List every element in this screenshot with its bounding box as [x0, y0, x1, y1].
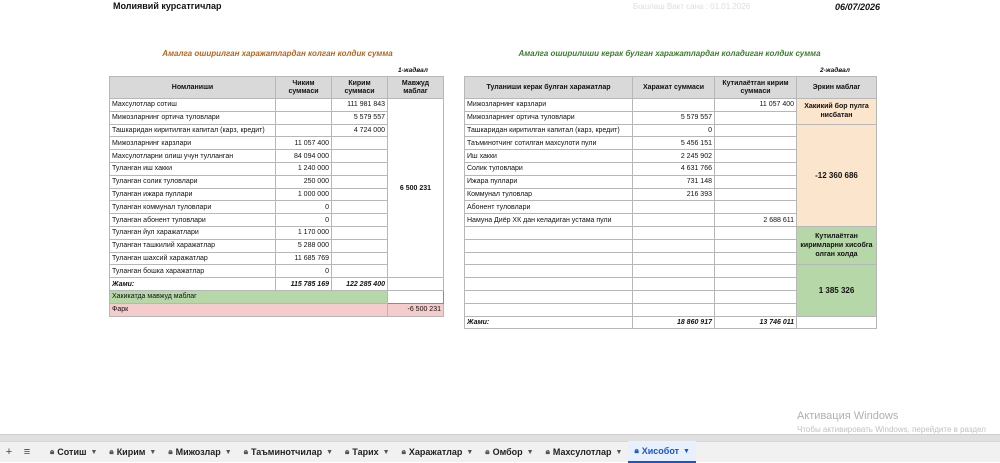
- row-expense-amount[interactable]: [633, 265, 715, 278]
- row-name[interactable]: Ташкаридан киритилган капитал (карз, кредит): [110, 124, 276, 137]
- row-expected-income[interactable]: [715, 162, 797, 175]
- row-inflow[interactable]: [332, 175, 388, 188]
- sheet-tab-label: Махсулотлар: [552, 447, 612, 457]
- col-header-free-funds[interactable]: Эркин маблаг: [797, 77, 877, 99]
- sheet-tab[interactable]: [339, 442, 396, 462]
- row-name[interactable]: Туланган солик туловлари: [110, 175, 276, 188]
- start-date-faint: Бошлаш Вакт сана : 01.01.2026: [633, 2, 751, 11]
- lock-icon: 🔒︎: [345, 447, 350, 456]
- row-outflow[interactable]: 0: [276, 201, 332, 214]
- row-expense-name[interactable]: [465, 278, 633, 291]
- row-expense-name[interactable]: Ижара пуллари: [465, 175, 633, 188]
- right-total-free-cell[interactable]: [797, 316, 877, 329]
- right-total-expense[interactable]: 18 860 917: [633, 316, 715, 329]
- lock-icon: 🔒︎: [634, 446, 639, 455]
- row-expense-amount[interactable]: 5 579 557: [633, 111, 715, 124]
- chevron-down-icon[interactable]: ▼: [615, 448, 623, 456]
- sheet-tab[interactable]: [44, 442, 103, 462]
- total-inflow[interactable]: 122 285 400: [332, 278, 388, 291]
- row-outflow[interactable]: 11 685 769: [276, 252, 332, 265]
- real-money-value[interactable]: -12 360 686: [797, 124, 877, 226]
- row-inflow[interactable]: [332, 137, 388, 150]
- row-expected-income[interactable]: [715, 188, 797, 201]
- row-expected-income[interactable]: [715, 226, 797, 239]
- lock-icon: 🔒︎: [243, 447, 248, 456]
- row-expense-name[interactable]: Коммунал туловлар: [465, 188, 633, 201]
- row-name[interactable]: Туланган коммунал туловлари: [110, 201, 276, 214]
- row-inflow[interactable]: 111 981 843: [332, 99, 388, 112]
- chevron-down-icon[interactable]: ▼: [526, 448, 534, 456]
- table-row-total: [110, 278, 444, 291]
- row-expected-income[interactable]: [715, 150, 797, 163]
- row-expense-name[interactable]: Таъминотчинг сотилган махсулоти пули: [465, 137, 633, 150]
- row-name[interactable]: Туланган бошка харажатлар: [110, 265, 276, 278]
- sheet-tab[interactable]: [396, 442, 480, 462]
- row-expected-income[interactable]: [715, 278, 797, 291]
- row-expense-amount[interactable]: 2 245 902: [633, 150, 715, 163]
- row-expense-name[interactable]: [465, 265, 633, 278]
- expected-income-label[interactable]: Кутилаётган киримларни хисобга олган холда: [797, 226, 877, 264]
- row-name[interactable]: Махсулотларни олиш учун тулланган: [110, 150, 276, 163]
- sheet-tab-label: Сотиш: [57, 447, 87, 457]
- available-funds-value[interactable]: 6 500 231: [388, 99, 444, 278]
- sheet-tab-label: Харажатлар: [408, 447, 463, 457]
- activation-watermark-title: Активация Windows: [797, 410, 899, 422]
- sheet-tab-label: Кирим: [116, 447, 146, 457]
- table-row-actual: [110, 290, 444, 303]
- table-row: [110, 99, 444, 112]
- row-expense-amount[interactable]: 0: [633, 124, 715, 137]
- sheet-tabs: [44, 441, 696, 463]
- row-name[interactable]: Туланган ижара пуллари: [110, 188, 276, 201]
- row-expense-amount[interactable]: [633, 214, 715, 227]
- report-title: Молиявий курсатгичлар: [113, 1, 222, 11]
- row-expense-amount[interactable]: 731 148: [633, 175, 715, 188]
- row-inflow[interactable]: [332, 162, 388, 175]
- row-inflow[interactable]: [332, 239, 388, 252]
- planned-balance-table: [464, 76, 877, 329]
- row-expense-name[interactable]: [465, 303, 633, 316]
- row-outflow[interactable]: [276, 111, 332, 124]
- row-expense-amount[interactable]: [633, 252, 715, 265]
- table-row: [465, 226, 877, 239]
- row-expense-amount[interactable]: [633, 303, 715, 316]
- row-expense-amount[interactable]: 4 631 766: [633, 162, 715, 175]
- lock-icon: 🔒︎: [168, 447, 173, 456]
- row-name[interactable]: Мижозларнинг карзлари: [110, 137, 276, 150]
- row-expense-amount[interactable]: [633, 290, 715, 303]
- sheet-tab[interactable]: [238, 442, 339, 462]
- left-table-caption: Амалга оширилган харажатлардан колган колдик сумма: [162, 49, 393, 58]
- add-sheet-icon[interactable]: +: [5, 446, 13, 458]
- sheet-tab-label: Мижозлар: [175, 447, 221, 457]
- row-expected-income[interactable]: [715, 111, 797, 124]
- row-name[interactable]: Мижозларнинг ортича туловлари: [110, 111, 276, 124]
- row-inflow[interactable]: [332, 226, 388, 239]
- total-label[interactable]: Жами:: [110, 278, 276, 291]
- chevron-down-icon[interactable]: ▼: [382, 448, 390, 456]
- report-date: 06/07/2026: [835, 2, 881, 12]
- row-expected-income[interactable]: [715, 175, 797, 188]
- col-header-outflow[interactable]: Чиким суммаси: [276, 77, 332, 99]
- row-outflow[interactable]: 0: [276, 214, 332, 227]
- row-expense-amount[interactable]: [633, 201, 715, 214]
- row-inflow[interactable]: [332, 201, 388, 214]
- row-expense-amount[interactable]: 216 393: [633, 188, 715, 201]
- col-header-inflow[interactable]: Кирим суммаси: [332, 77, 388, 99]
- row-outflow[interactable]: 1 000 000: [276, 188, 332, 201]
- row-inflow[interactable]: [332, 150, 388, 163]
- sheet-tab-label: Хисобот: [641, 446, 680, 456]
- row-inflow[interactable]: [332, 188, 388, 201]
- sheet-tab-label: Тарих: [352, 447, 379, 457]
- row-expected-income[interactable]: [715, 265, 797, 278]
- row-expected-income[interactable]: 2 688 611: [715, 214, 797, 227]
- sheet-tab-label: Омбор: [492, 447, 523, 457]
- horizontal-scrollbar[interactable]: [0, 434, 1000, 441]
- table-row-diff: [110, 303, 444, 316]
- sheet-tab[interactable]: [628, 441, 695, 463]
- row-expected-income[interactable]: [715, 124, 797, 137]
- row-expense-name[interactable]: [465, 226, 633, 239]
- actual-funds-input[interactable]: [388, 290, 444, 303]
- difference-value[interactable]: -6 500 231: [388, 303, 444, 316]
- row-expense-amount[interactable]: [633, 278, 715, 291]
- chevron-down-icon[interactable]: ▼: [683, 447, 690, 455]
- row-expense-amount[interactable]: [633, 99, 715, 112]
- row-outflow[interactable]: 0: [276, 265, 332, 278]
- row-expected-income[interactable]: [715, 137, 797, 150]
- lock-icon: 🔒︎: [50, 447, 55, 456]
- col-header-expense-amount[interactable]: Харажат суммаси: [633, 77, 715, 99]
- row-expected-income[interactable]: [715, 252, 797, 265]
- row-outflow[interactable]: [276, 99, 332, 112]
- sheet-tab[interactable]: [479, 442, 539, 462]
- lock-icon: 🔒︎: [485, 447, 490, 456]
- chevron-down-icon[interactable]: ▼: [90, 448, 98, 456]
- row-name[interactable]: Туланган ташкилий харажатлар: [110, 239, 276, 252]
- row-expected-income[interactable]: [715, 303, 797, 316]
- row-name[interactable]: Туланган иш хакки: [110, 162, 276, 175]
- table-row: [465, 124, 877, 137]
- chevron-down-icon[interactable]: ▼: [466, 448, 474, 456]
- row-outflow[interactable]: [276, 124, 332, 137]
- right-total-income[interactable]: 13 746 011: [715, 316, 797, 329]
- row-outflow[interactable]: 1 170 000: [276, 226, 332, 239]
- sheet-tab[interactable]: [162, 442, 237, 462]
- row-name[interactable]: Туланган шахсий харажатлар: [110, 252, 276, 265]
- table-row: [465, 265, 877, 278]
- row-outflow[interactable]: 250 000: [276, 175, 332, 188]
- lock-icon: 🔒︎: [545, 447, 550, 456]
- row-outflow[interactable]: 1 240 000: [276, 162, 332, 175]
- row-expense-name[interactable]: Иш хакки: [465, 150, 633, 163]
- all-sheets-menu-icon[interactable]: ≡: [23, 446, 31, 458]
- right-total-label[interactable]: Жами:: [465, 316, 633, 329]
- row-expected-income[interactable]: [715, 290, 797, 303]
- row-expense-name[interactable]: [465, 239, 633, 252]
- lock-icon: 🔒︎: [401, 447, 406, 456]
- right-table-caption: Амалга оширилиши керак булган харажатлардан коладиган колдик сумма: [518, 49, 821, 58]
- chevron-down-icon[interactable]: ▼: [149, 448, 157, 456]
- row-expense-name[interactable]: [465, 290, 633, 303]
- row-expense-name[interactable]: Ташкаридан киритилган капитал (карз, кредит): [465, 124, 633, 137]
- row-expense-name[interactable]: Солик туловлари: [465, 162, 633, 175]
- sheet-tab[interactable]: [103, 442, 162, 462]
- row-name[interactable]: Махсулотлар сотиш: [110, 99, 276, 112]
- table-row: [465, 99, 877, 112]
- row-expected-income[interactable]: [715, 201, 797, 214]
- activation-watermark-text: Чтобы активировать Windows, перейдите в раздел: [797, 425, 986, 434]
- row-inflow[interactable]: [332, 252, 388, 265]
- actual-funds-label[interactable]: Хакикатда мавжуд маблаг: [110, 290, 388, 303]
- col-header-expected-income[interactable]: Кутилаётган кирим суммаси: [715, 77, 797, 99]
- real-money-label[interactable]: Хакикий бор пулга нисбатан: [797, 99, 877, 125]
- row-expected-income[interactable]: 11 057 400: [715, 99, 797, 112]
- col-header-name[interactable]: Номланиши: [110, 77, 276, 99]
- spent-balance-table: [109, 76, 444, 317]
- expected-income-value[interactable]: 1 385 326: [797, 265, 877, 316]
- row-name[interactable]: Туланган йул харажатлари: [110, 226, 276, 239]
- row-inflow[interactable]: [332, 265, 388, 278]
- row-outflow[interactable]: 5 288 000: [276, 239, 332, 252]
- sheet-tab-label: Таъминотчилар: [250, 447, 323, 457]
- row-outflow[interactable]: 11 057 400: [276, 137, 332, 150]
- total-available-cell[interactable]: [388, 278, 444, 291]
- lock-icon: 🔒︎: [109, 447, 114, 456]
- difference-label[interactable]: Фарк: [110, 303, 388, 316]
- row-expense-name[interactable]: [465, 252, 633, 265]
- chevron-down-icon[interactable]: ▼: [326, 448, 334, 456]
- row-expense-name[interactable]: Абонент туловлари: [465, 201, 633, 214]
- row-expense-amount[interactable]: 5 456 151: [633, 137, 715, 150]
- chevron-down-icon[interactable]: ▼: [224, 448, 232, 456]
- col-header-expense-name[interactable]: Туланиши керак булган харажатлар: [465, 77, 633, 99]
- left-table-tag: 1-жадвал: [398, 67, 428, 74]
- sheet-tab[interactable]: [540, 442, 629, 462]
- table-row-total: [465, 316, 877, 329]
- row-expense-name[interactable]: Мижозларнинг карзлари: [465, 99, 633, 112]
- row-expense-name[interactable]: Мижозларнинг ортича туловлари: [465, 111, 633, 124]
- row-expected-income[interactable]: [715, 239, 797, 252]
- row-inflow[interactable]: [332, 214, 388, 227]
- row-inflow[interactable]: 4 724 000: [332, 124, 388, 137]
- row-expense-amount[interactable]: [633, 239, 715, 252]
- right-table-tag: 2-жадвал: [820, 67, 850, 74]
- row-expense-name[interactable]: Намуна Диёр ХК дан келадиган устама пули: [465, 214, 633, 227]
- row-outflow[interactable]: 84 094 000: [276, 150, 332, 163]
- sheet-tab-bar: [0, 441, 1000, 462]
- row-name[interactable]: Туланган абонент туловлари: [110, 214, 276, 227]
- row-expense-amount[interactable]: [633, 226, 715, 239]
- row-inflow[interactable]: 5 579 557: [332, 111, 388, 124]
- total-outflow[interactable]: 115 785 169: [276, 278, 332, 291]
- col-header-available[interactable]: Мавжуд маблаг: [388, 77, 444, 99]
